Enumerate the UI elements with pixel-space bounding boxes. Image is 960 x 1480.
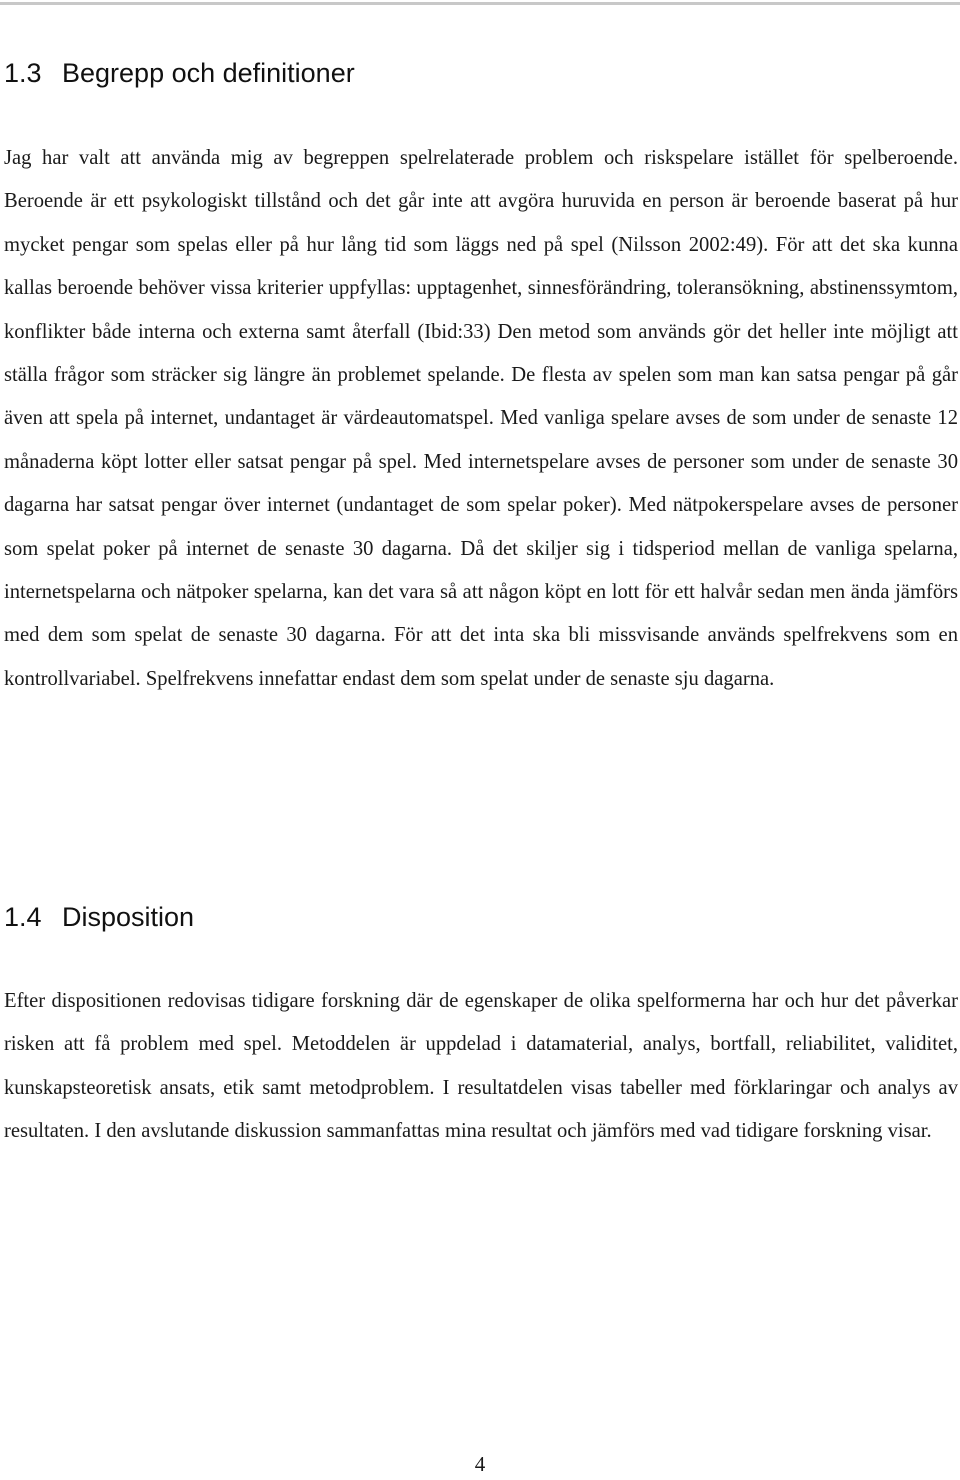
- section-number: 1.4: [4, 902, 42, 932]
- section-1-3-paragraph: Jag har valt att använda mig av begreppen spelrelaterade problem och riskspelare istället för spelberoende. Beroende är ett psykologiskt tillstånd och det går inte att avgöra huruvida en person är beroende baserat på hur mycket pengar som spelas eller på hur lång tid som läggs ned på spel (Nilsson 2002:49). För att det ska kunna kallas beroende behöver vissa kriterier uppfyllas: upptagenhet, sinnesförändring, toleransökning, abstinenssymtom, konflikter både interna och externa samt återfall (Ibid:33) Den metod som används gör det heller inte möjligt att ställa frågor som sträcker sig längre än problemet spelande. De flesta av spelen som man kan satsa pengar på går även att spela på internet, undantaget är värdeautomatspel. Med vanliga spelare avses de som under de senaste 12 månaderna köpt lotter eller satsat pengar på spel. Med internetspelare avses de personer som under de senaste 30 dagarna har satsat pengar över internet (undantaget de som spelar poker). Med nätpokerspelare avses de personer som spelat poker på internet de senaste 30 dagarna. Då det skiljer sig i tidsperiod mellan de vanliga spelarna, internetspelarna och nätpoker spelarna, kan det vara så att någon köpt en lott för ett halvår sedan men ända jämförs med dem som spelat de senaste 30 dagarna. För att det inta ska bli missvisande används spelfrekvens som en kontrollvariabel. Spelfrekvens innefattar endast dem som spelat under de senaste sju dagarna.: [4, 147, 958, 690]
- section-title: Disposition: [62, 902, 195, 932]
- page-number: 4: [474, 1452, 486, 1476]
- section-title: Begrepp och definitioner: [62, 58, 355, 88]
- section-1-4-paragraph: Efter dispositionen redovisas tidigare forskning där de egenskaper de olika spelformerna har och hur det påverkar risken att få problem med spel. Metoddelen är uppdelad i datamaterial, analys, bortfall, reliabilitet, validitet, kunskapsteoretisk ansats, etik samt metodproblem. I resultatdelen visas tabeller med förklaringar och analys av resultaten. I den avslutande diskussion sammanfattas mina resultat och jämförs med vad tidigare forskning visar.: [4, 990, 958, 1143]
- section-heading-1-3: [4, 58, 355, 89]
- section-heading-1-4: [4, 902, 194, 933]
- section-number: 1.3: [4, 58, 42, 88]
